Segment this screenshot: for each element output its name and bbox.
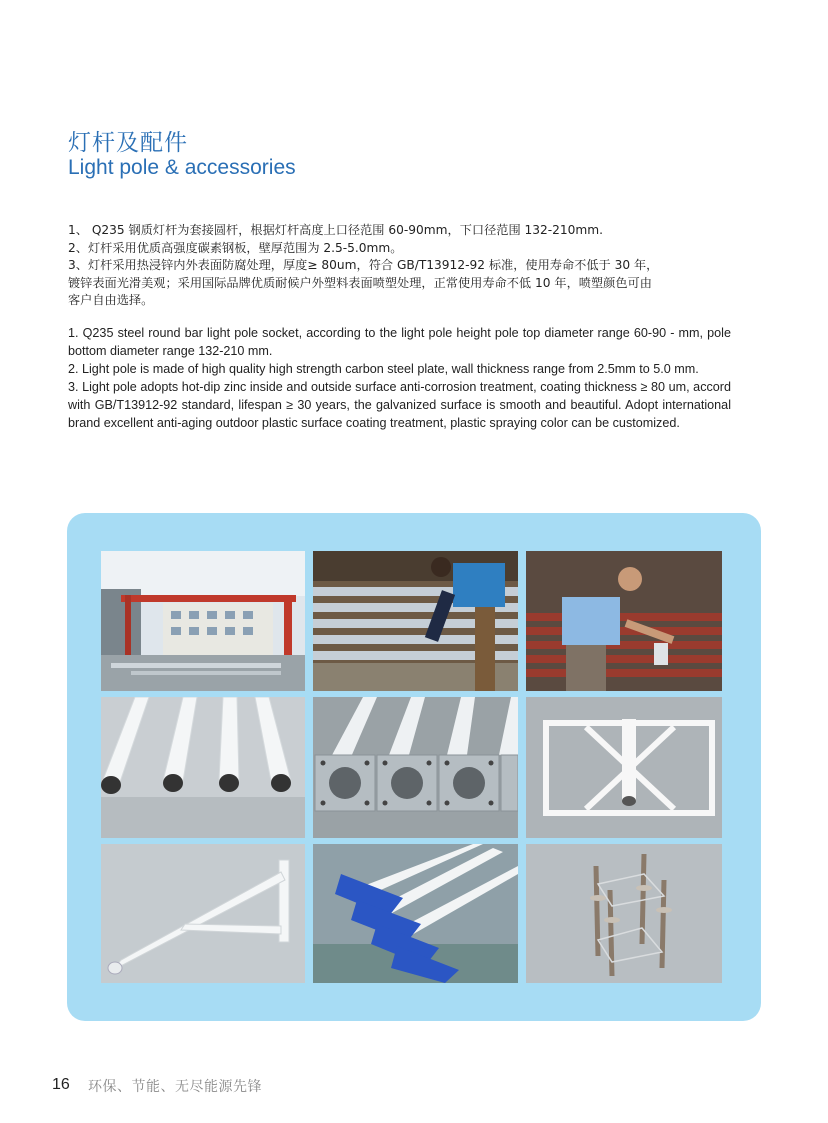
page-title-cn: 灯杆及配件 <box>68 130 188 156</box>
photo-rectangular-base-frame <box>526 697 722 838</box>
photo-worker-welding-poles <box>313 551 518 691</box>
cn-line-3: 3、灯杆采用热浸锌内外表面防腐处理，厚度≥ 80um，符合 GB/T13912-92 标准，使用寿命不低于 30 年， <box>68 258 659 272</box>
english-description <box>68 324 731 432</box>
photo-factory-gantry-crane <box>101 551 305 691</box>
cn-line-1: 1、 Q235 钢质灯杆为套接圆杆，根据灯杆高度上口径范围 60-90mm，下口径范围 132-210mm. <box>68 223 604 237</box>
photo-anchor-bolt-cage <box>526 844 722 983</box>
photo-lamp-arm-bracket <box>101 844 305 983</box>
cn-line-4: 镀锌表面光滑美观；采用国际品牌优质耐候户外塑料表面喷塑处理，正常使用寿命不低 10 年，喷塑颜色可由 <box>68 275 652 290</box>
photo-blue-painted-bases <box>313 844 518 983</box>
photo-grid <box>101 551 722 983</box>
photo-galvanized-base-plates <box>313 697 518 838</box>
photo-worker-spray-painting <box>526 551 722 691</box>
en-paragraph-3: 3. Light pole adopts hot-dip zinc inside and outside surface anti-corrosion treatment, coating thickness ≥ 80 um, accord with GB/T13912-92 standard, lifespan ≥ 30 years, the galvanized surface is smooth and beautiful. Adopt international brand excellent anti-aging outdoor plastic surface coating treatment, plastic spraying color can be customized. <box>68 380 731 430</box>
en-paragraph-2: 2. Light pole is made of high quality high strength carbon steel plate, wall thickness range from 2.5mm to 5.0 mm. <box>68 362 699 376</box>
cn-line-2: 2、灯杆采用优质高强度碳素钢板，壁厚范围为 2.5-5.0mm。 <box>68 240 403 255</box>
chinese-description <box>68 222 758 310</box>
en-paragraph-1: 1. Q235 steel round bar light pole socket, according to the light pole height pole top diameter range 60-90 - mm, pole bottom diameter range 132-210 mm. <box>68 326 731 358</box>
cn-line-5: 客户自由选择。 <box>68 293 154 307</box>
photo-white-pole-ends <box>101 697 305 838</box>
page-title-en: Light pole & accessories <box>68 156 296 179</box>
footer-slogan: 环保、节能、无尽能源先锋 <box>88 1079 262 1095</box>
page-number: 16 <box>52 1076 70 1093</box>
